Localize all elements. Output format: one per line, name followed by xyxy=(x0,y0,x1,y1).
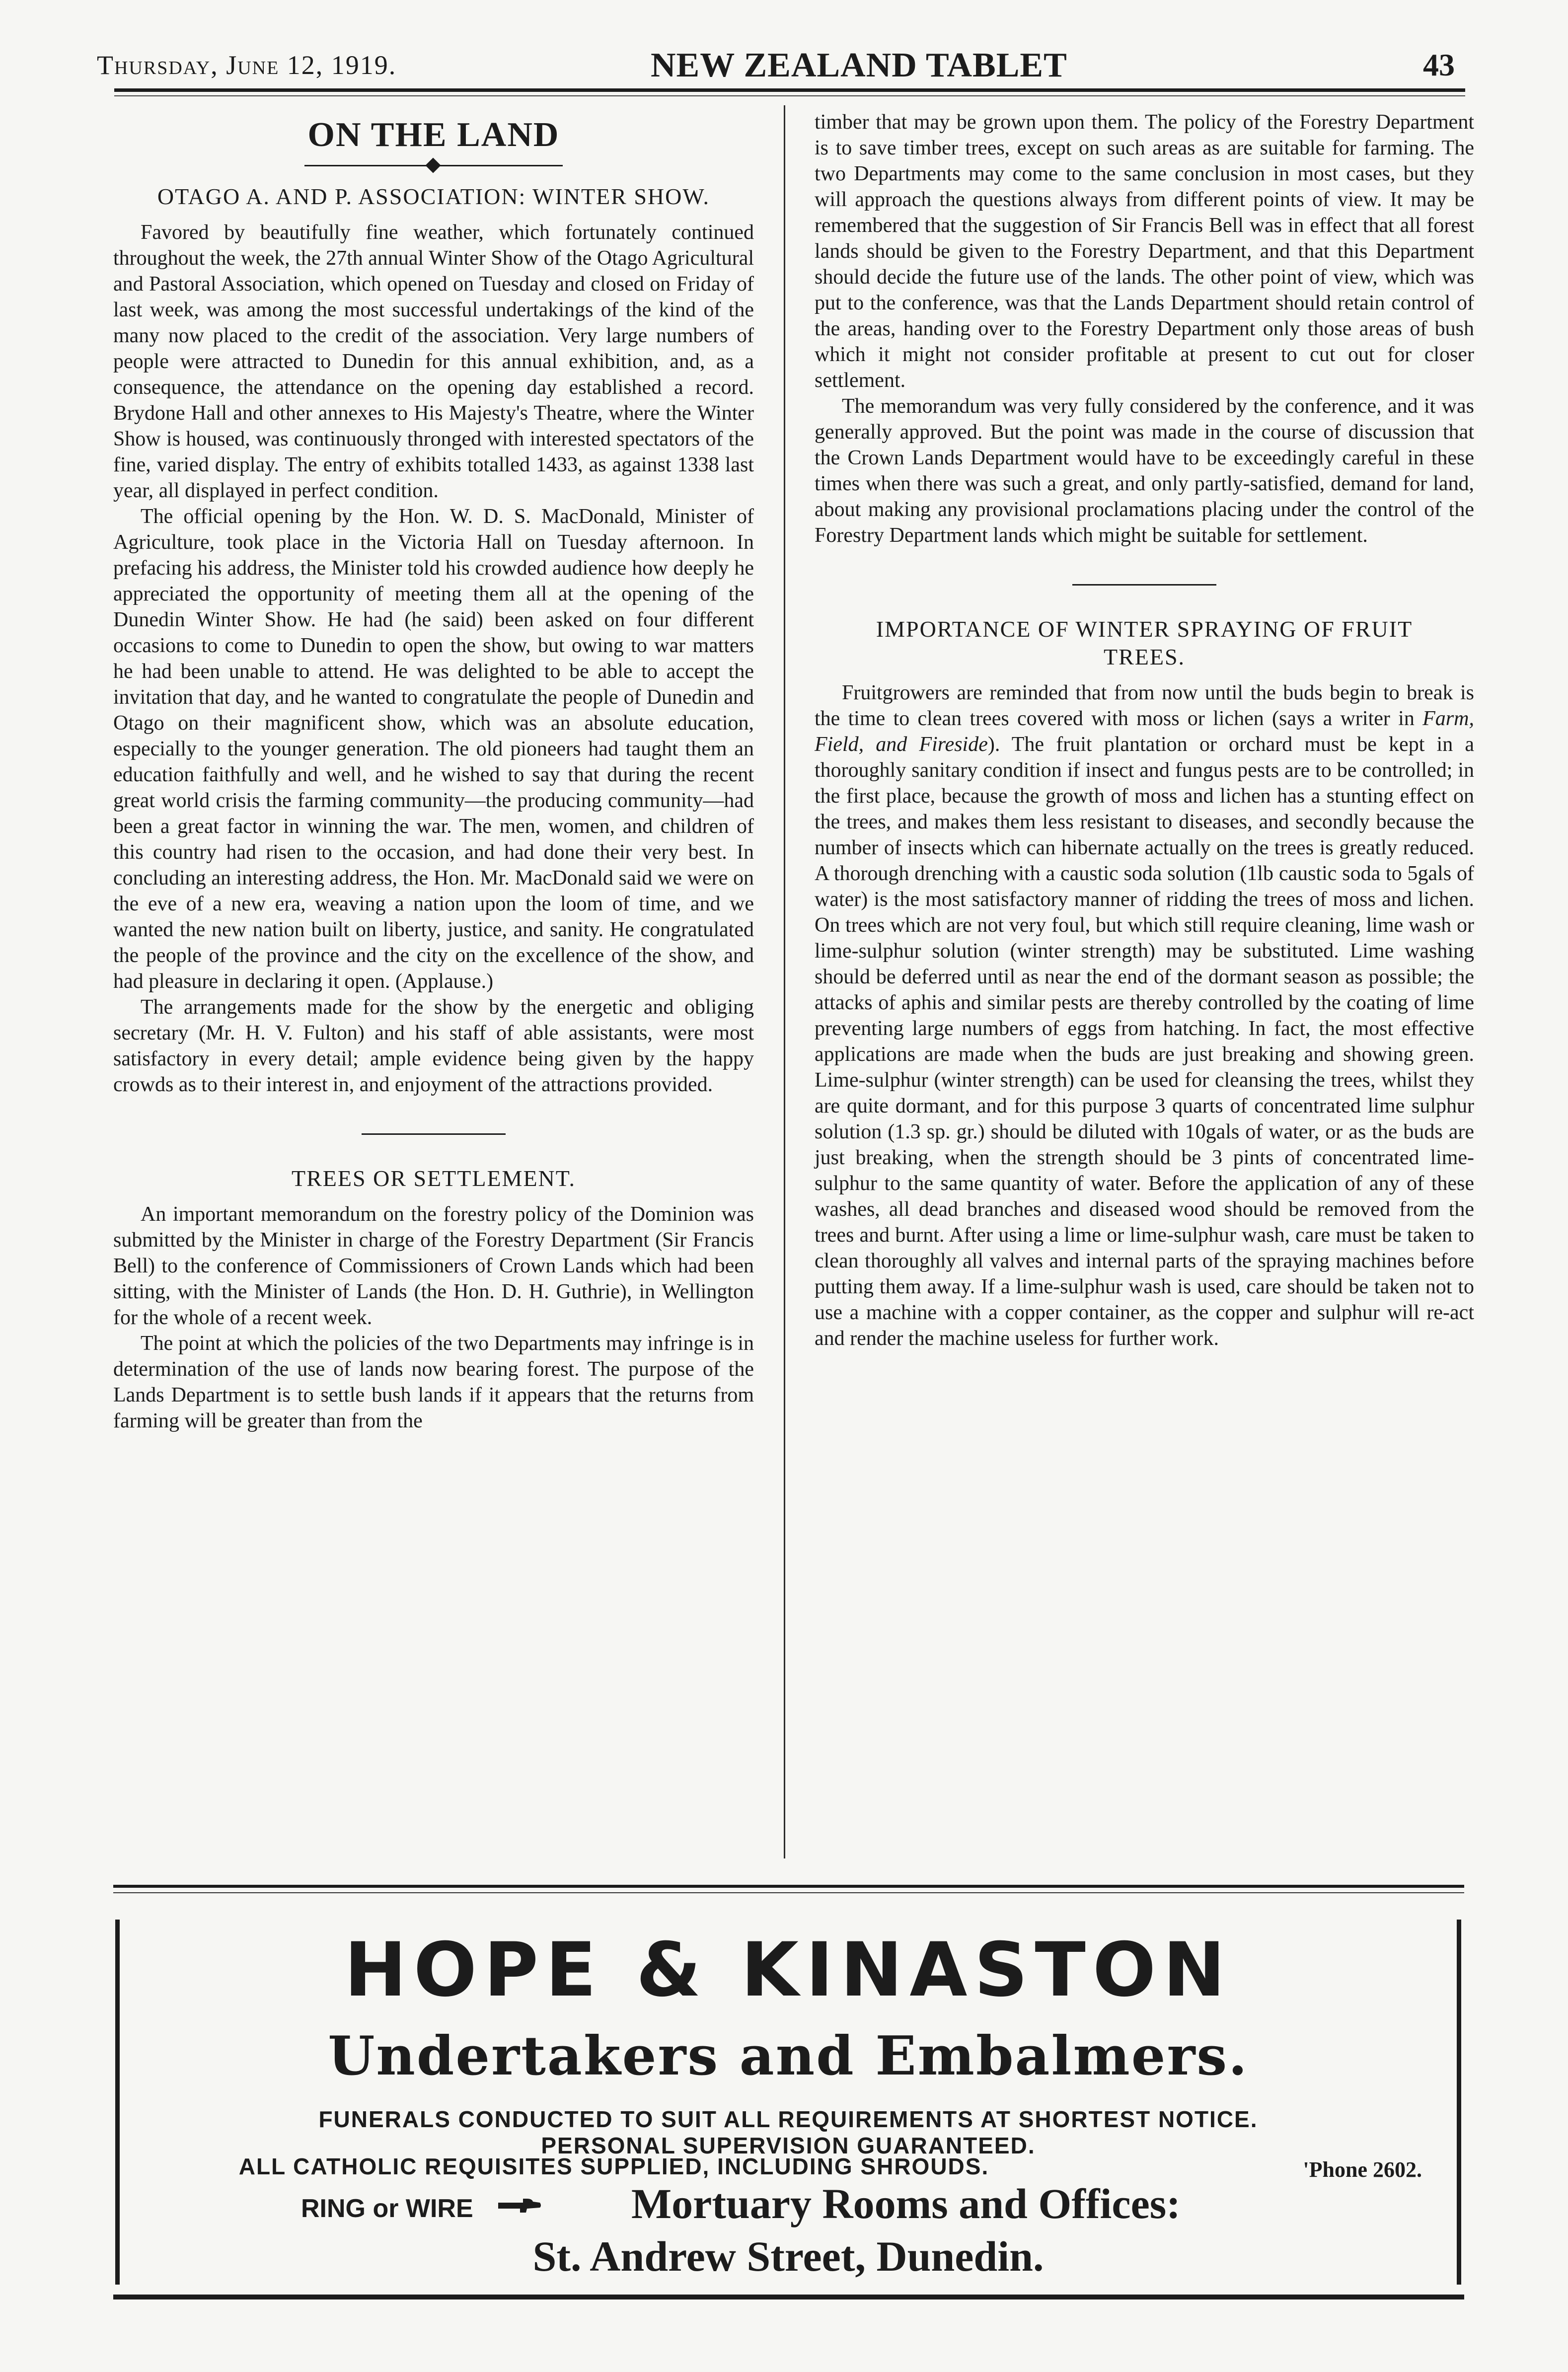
advert-line: PERSONAL SUPERVISION GUARANTEED. xyxy=(541,2133,1036,2158)
advert-ring-or-wire: RING or WIRE xyxy=(301,2194,473,2223)
advert-line: FUNERALS CONDUCTED TO SUIT ALL REQUIREMENTS AT SHORTEST NOTICE. xyxy=(318,2106,1258,2132)
advert-bottom-rule xyxy=(113,2295,1464,2299)
winter-show-paragraph: The official opening by the Hon. W. D. S. MacDonald, Minister of Agriculture, took place in the Victoria Hall on Tuesday afternoon. In prefacing his address, the Minister told his crowded audience how deeply he appreciated the opportunity of meeting them all at the opening of the Dunedin Winter Show. He had (he said) been asked on four different occasions to come to Dunedin to open the show, but owing to war matters he had been unable to attend. He was delighted to be able to accept the invitation that day, and he wanted to congratulate the people of Dunedin and Otago on their magnificent show, which was an absolute education, especially to the younger generation. The old pioneers had taught them an education faithfully and well, and he wished to say that during the recent great world crisis the farming community—the producing community—had been a great factor in winning the war. The men, women, and children of this country had risen to the occasion, and had done their very best. In concluding an interesting address, the Hon. Mr. MacDonald said we were on the eve of a new era, weaving a nation upon the loom of time, and we wanted the new nation built on liberty, justice, and sanity. He congratulated the people of the province and the city on the excellence of the show, and had pleasure in declaring it open. (Applause.) xyxy=(113,505,754,993)
winter-show-heading: OTAGO A. AND P. ASSOCIATION: WINTER SHOW. xyxy=(157,184,710,209)
trees-paragraph: An important memorandum on the forestry policy of the Dominion was submitted by the Minister in charge of the Forestry Department (Sir Francis Bell) to the conference of Commissioners of Crown Lands which had been sitting, with the Minister of Lands (the Hon. D. H. Guthrie), in Wellington for the whole of a recent week. xyxy=(113,1203,754,1329)
spraying-text-start: Fruitgrowers are reminded that from now until the buds begin to break is the time to clean trees covered with moss or lichen (says a writer in xyxy=(815,681,1474,730)
trees-paragraph: The memorandum was very fully considered by the conference, and it was generally approved. But the point was made in the course of discussion that the Crown Lands Department would have to be exceedingly careful in these times when there was such a great, and only partly-satisfied, demand for land, about making any provisional proclamations placing under the control of the Forestry Department lands which might be suitable for settlement. xyxy=(815,395,1474,547)
advert-trade: Undertakers and Embalmers. xyxy=(328,2025,1249,2087)
masthead: NEW ZEALAND TABLET xyxy=(651,46,1067,84)
column-divider xyxy=(784,105,785,1858)
trees-paragraph: The point at which the policies of the two Departments may infringe is in determination of the use of lands now bearing forest. The purpose of the Lands Department is to settle bush lands if it appears that the returns from farming will be greater than from the xyxy=(113,1332,754,1432)
running-header xyxy=(97,46,1455,90)
issue-date: Thursday, June 12, 1919. xyxy=(97,50,397,80)
winter-show-paragraph: The arrangements made for the show by the energetic and obliging secretary (Mr. H. V. Fulton) and his staff of able assistants, were most satisfactory in every detail; ample evidence being given by the happy crowds as to their interest in, and enjoyment of the attractions provided. xyxy=(113,996,754,1096)
winter-show-paragraph: Favored by beautifully fine weather, which fortunately continued throughout the week, the 27th annual Winter Show of the Otago Agricultural and Pastoral Association, which opened on Tuesday and closed on Friday of last week, was among the most successful undertakings of the kind of the many now placed to the credit of the association. Very large numbers of people were attracted to Dunedin for this annual exhibition, and, as a consequence, the attendance on the opening day established a record. Brydone Hall and other annexes to His Majesty's Theatre, where the Winter Show is housed, was continuously thronged with interested spectators of the fine, varied display. The entry of exhibits totalled 1433, as against 1338 last year, all displayed in perfect condition. xyxy=(113,221,754,502)
advert-firm-name: HOPE & KINASTON xyxy=(344,1927,1232,2013)
left-column xyxy=(113,109,754,1434)
advert-street: St. Andrew Street, Dunedin. xyxy=(532,2232,1044,2280)
pointing-hand-icon xyxy=(497,2196,542,2216)
spraying-text-rest: ). The fruit plantation or orchard must be kept in a thoroughly sanitary condition if insect and fungus pests are to be controlled; in the first place, because the growth of moss and lichen has a stunting effect on the trees, and makes them less resistant to diseases, and secondly because the number of insects which can hibernate actually on the trees is greatly reduced. A thorough drenching with a caustic soda solution (1lb caustic soda to 5gals of water) is the most satisfactory manner of ridding the trees of moss and lichen. On trees which are not very foul, but which still require cleaning, lime wash or lime-sulphur solution (winter strength) may be substituted. Lime washing should be deferred until as near the end of the dormant season as possible; the attacks of aphis and similar pests are thereby controlled by the coating of lime preventing large numbers of eggs from hatching. In fact, the most effective applications are made when the buds are just breaking and showing green. Lime-sulphur (winter strength) can be used for cleansing the trees, whilst they are quite dormant, and for this purpose 3 quarts of concentrated lime sulphur solution (1.3 sp. gr.) should be diluted with 10gals of water, or as the buds are just breaking, when the strength should be 3 pints of concentrated lime-sulphur to the same quantity of water. Before the application of any of these washes, all dead branches and diseased wood should be removed from the trees and burnt. After using a lime or lime-sulphur wash, care must be taken to clean thoroughly all valves and internal parts of the spraying machines before putting them away. If a lime-sulphur wash is used, care should be taken not to use a machine with a copper container, as the copper and sulphur will re-act and render the machine useless for further work. xyxy=(815,733,1474,1350)
advert-phone: 'Phone 2602. xyxy=(1303,2157,1422,2182)
section-title: ON THE LAND xyxy=(307,116,560,154)
article-separator xyxy=(1072,584,1216,586)
spraying-source: Farm, Field, and Fireside xyxy=(815,707,1474,756)
advert-line: ALL CATHOLIC REQUISITES SUPPLIED, INCLUDING SHROUDS. xyxy=(238,2153,989,2179)
header-rule xyxy=(114,88,1465,92)
page-number: 43 xyxy=(1423,47,1455,82)
advert-rooms: Mortuary Rooms and Offices: xyxy=(631,2180,1181,2227)
title-ornament xyxy=(304,158,563,173)
trees-heading: TREES OR SETTLEMENT. xyxy=(292,1166,576,1191)
trees-paragraph-continued: timber that may be grown upon them. The policy of the Forestry Department is to save timber trees, except on such areas as are suitable for farming. The two Departments may come to the same conclusion in most cases, but they will approach the questions always from different points of view. It may be remembered that the suggestion of Sir Francis Bell was in effect that all forest lands should be given to the Forestry Department, and that this Department should decide the future use of the lands. The other point of view, which was put to the conference, was that the Lands Department should retain control of the areas, handing over to the Forestry Department only those areas of bush which it might not consider profitable at present to cut out for closer settlement. xyxy=(815,111,1474,392)
advert-rule xyxy=(113,1885,1464,1888)
spraying-paragraph xyxy=(815,680,1474,1351)
spraying-heading: IMPORTANCE OF WINTER SPRAYING OF FRUIT TREES. xyxy=(876,616,1413,669)
advertisement xyxy=(115,1920,1461,2285)
article-separator xyxy=(362,1133,506,1135)
advert-rule-thin xyxy=(113,1892,1464,1893)
header-rule-thin xyxy=(114,95,1465,96)
right-column xyxy=(815,109,1474,1351)
